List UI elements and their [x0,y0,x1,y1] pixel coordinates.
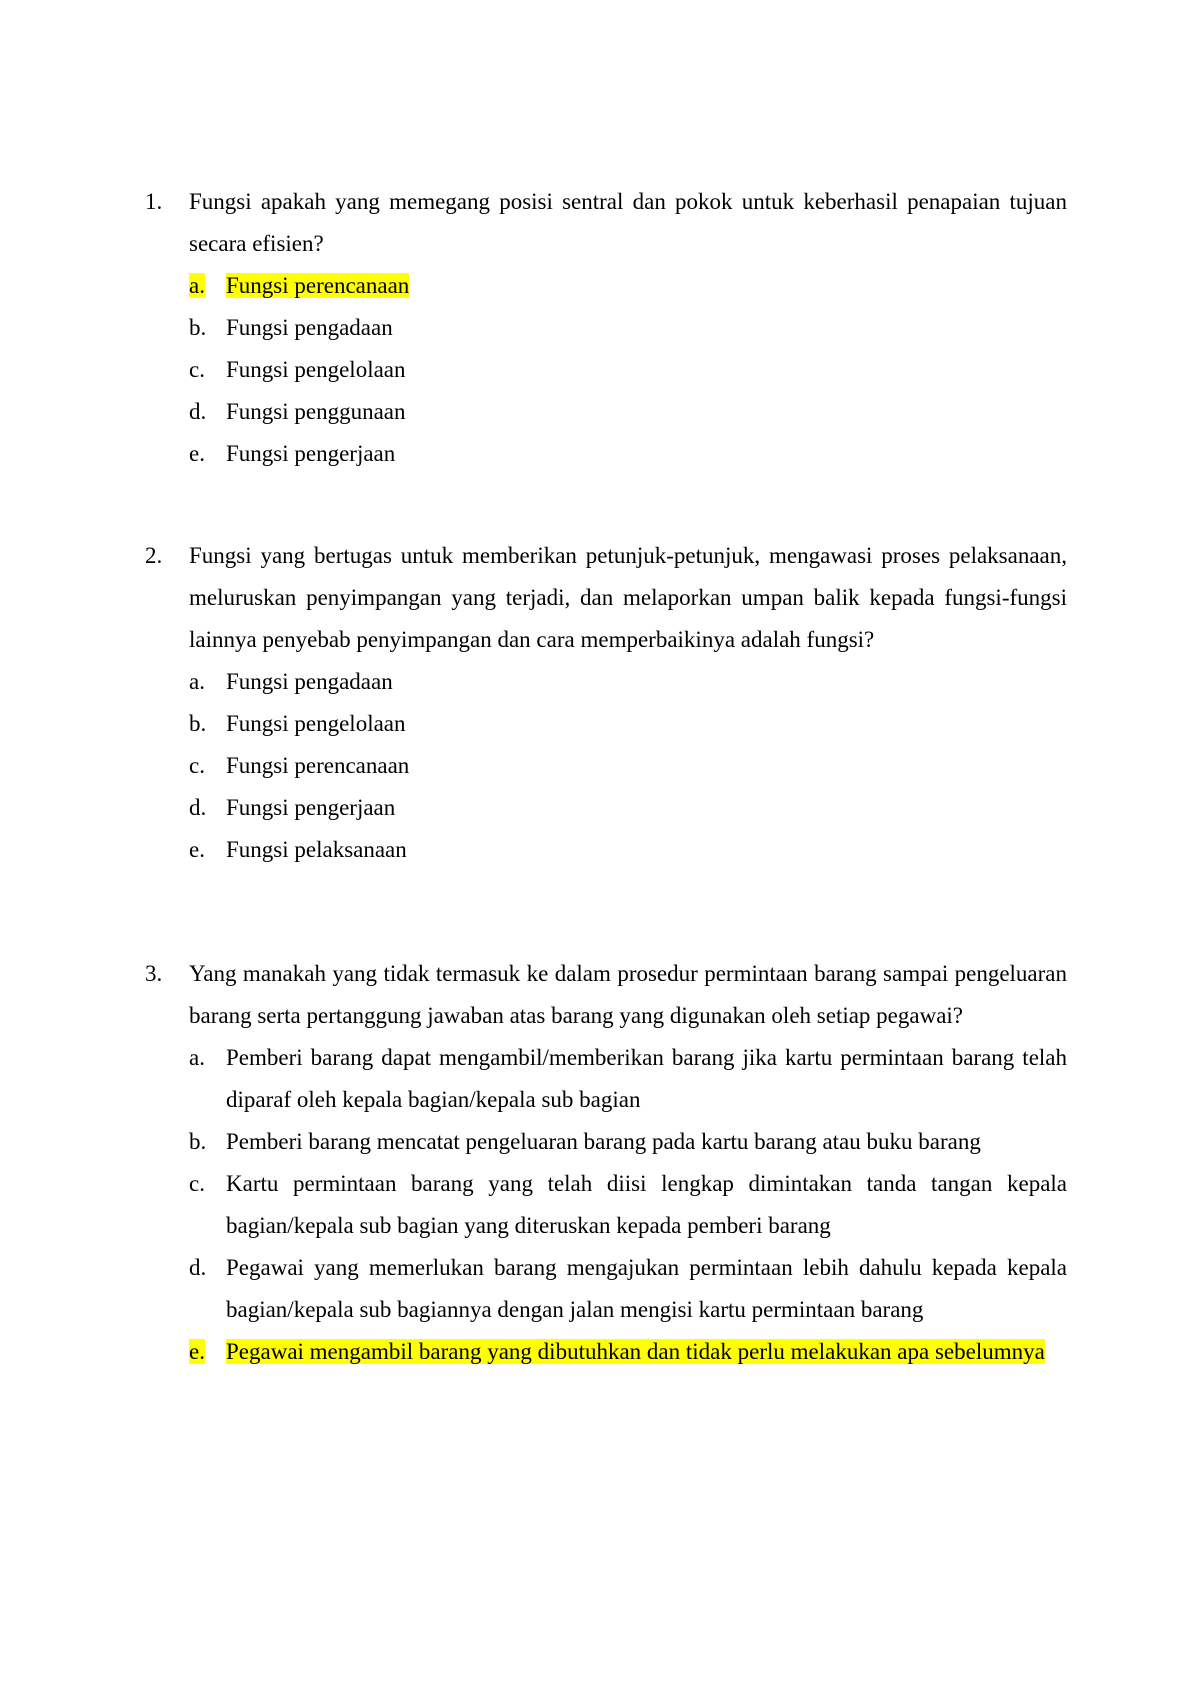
option-text: Fungsi pengerjaan [226,441,396,466]
question-2-options [189,661,1067,871]
option-3c [189,1163,1067,1247]
option-letter: d. [189,795,207,820]
question-2 [145,535,1067,871]
option-letter: e. [189,1339,205,1364]
option-text: Fungsi pengadaan [226,315,393,340]
option-letter: c. [189,357,205,382]
option-3e [189,1331,1067,1373]
question-1 [145,181,1067,475]
option-1e [189,433,1067,475]
option-3b [189,1121,1067,1163]
option-letter: b. [189,711,207,736]
question-text: Fungsi yang bertugas untuk memberikan petunjuk-petunjuk, mengawasi proses pelaksanaan, meluruskan penyimpangan yang terjadi, dan melaporkan umpan balik kepada fungsi-fungsi lainnya penyebab penyimpangan dan cara memperbaikinya adalah fungsi? [189,543,1067,652]
question-text: Fungsi apakah yang memegang posisi sentral dan pokok untuk keberhasil penapaian tujuan secara efisien? [189,189,1067,256]
option-letter: b. [189,1129,207,1154]
question-number: 1. [145,189,163,214]
option-2a [189,661,1067,703]
option-text: Pegawai mengambil barang yang dibutuhkan dan tidak perlu melakukan apa sebelumnya [226,1339,1045,1364]
option-1d [189,391,1067,433]
question-1-stem [145,181,1067,265]
option-3d [189,1247,1067,1331]
option-text: Fungsi penggunaan [226,399,406,424]
option-text: Fungsi perencanaan [226,753,410,778]
question-1-options [189,265,1067,475]
option-text: Fungsi pelaksanaan [226,837,407,862]
option-2c [189,745,1067,787]
question-3-options [189,1037,1067,1373]
option-letter: a. [189,1045,205,1070]
option-letter: e. [189,837,205,862]
option-1a [189,265,1067,307]
option-letter: d. [189,1255,207,1280]
option-text: Fungsi pengelolaan [226,711,406,736]
option-text: Kartu permintaan barang yang telah diisi lengkap dimintakan tanda tangan kepala bagian/kepala sub bagian yang diteruskan kepada pemberi barang [226,1171,1067,1238]
question-3-stem [145,953,1067,1037]
option-text: Pemberi barang dapat mengambil/memberikan barang jika kartu permintaan barang telah diparaf oleh kepala bagian/kepala sub bagian [226,1045,1067,1112]
option-2b [189,703,1067,745]
option-letter: a. [189,669,205,694]
question-2-stem [145,535,1067,661]
option-letter: b. [189,315,207,340]
option-text: Fungsi perencanaan [226,273,410,298]
option-text: Fungsi pengelolaan [226,357,406,382]
option-letter: a. [189,273,205,298]
option-2d [189,787,1067,829]
option-1c [189,349,1067,391]
option-letter: e. [189,441,205,466]
option-text: Fungsi pengerjaan [226,795,396,820]
question-text: Yang manakah yang tidak termasuk ke dalam prosedur permintaan barang sampai pengeluaran barang serta pertanggung jawaban atas barang yang digunakan oleh setiap pegawai? [189,961,1067,1028]
option-letter: c. [189,753,205,778]
option-1b [189,307,1067,349]
question-number: 3. [145,961,163,986]
option-text: Pegawai yang memerlukan barang mengajukan permintaan lebih dahulu kepada kepala bagian/kepala sub bagiannya dengan jalan mengisi kartu permintaan barang [226,1255,1067,1322]
option-2e [189,829,1067,871]
option-letter: d. [189,399,207,424]
option-text: Fungsi pengadaan [226,669,393,694]
question-3 [145,953,1067,1373]
option-text: Pemberi barang mencatat pengeluaran barang pada kartu barang atau buku barang [226,1129,981,1154]
option-letter: c. [189,1171,205,1196]
question-number: 2. [145,543,163,568]
option-3a [189,1037,1067,1121]
